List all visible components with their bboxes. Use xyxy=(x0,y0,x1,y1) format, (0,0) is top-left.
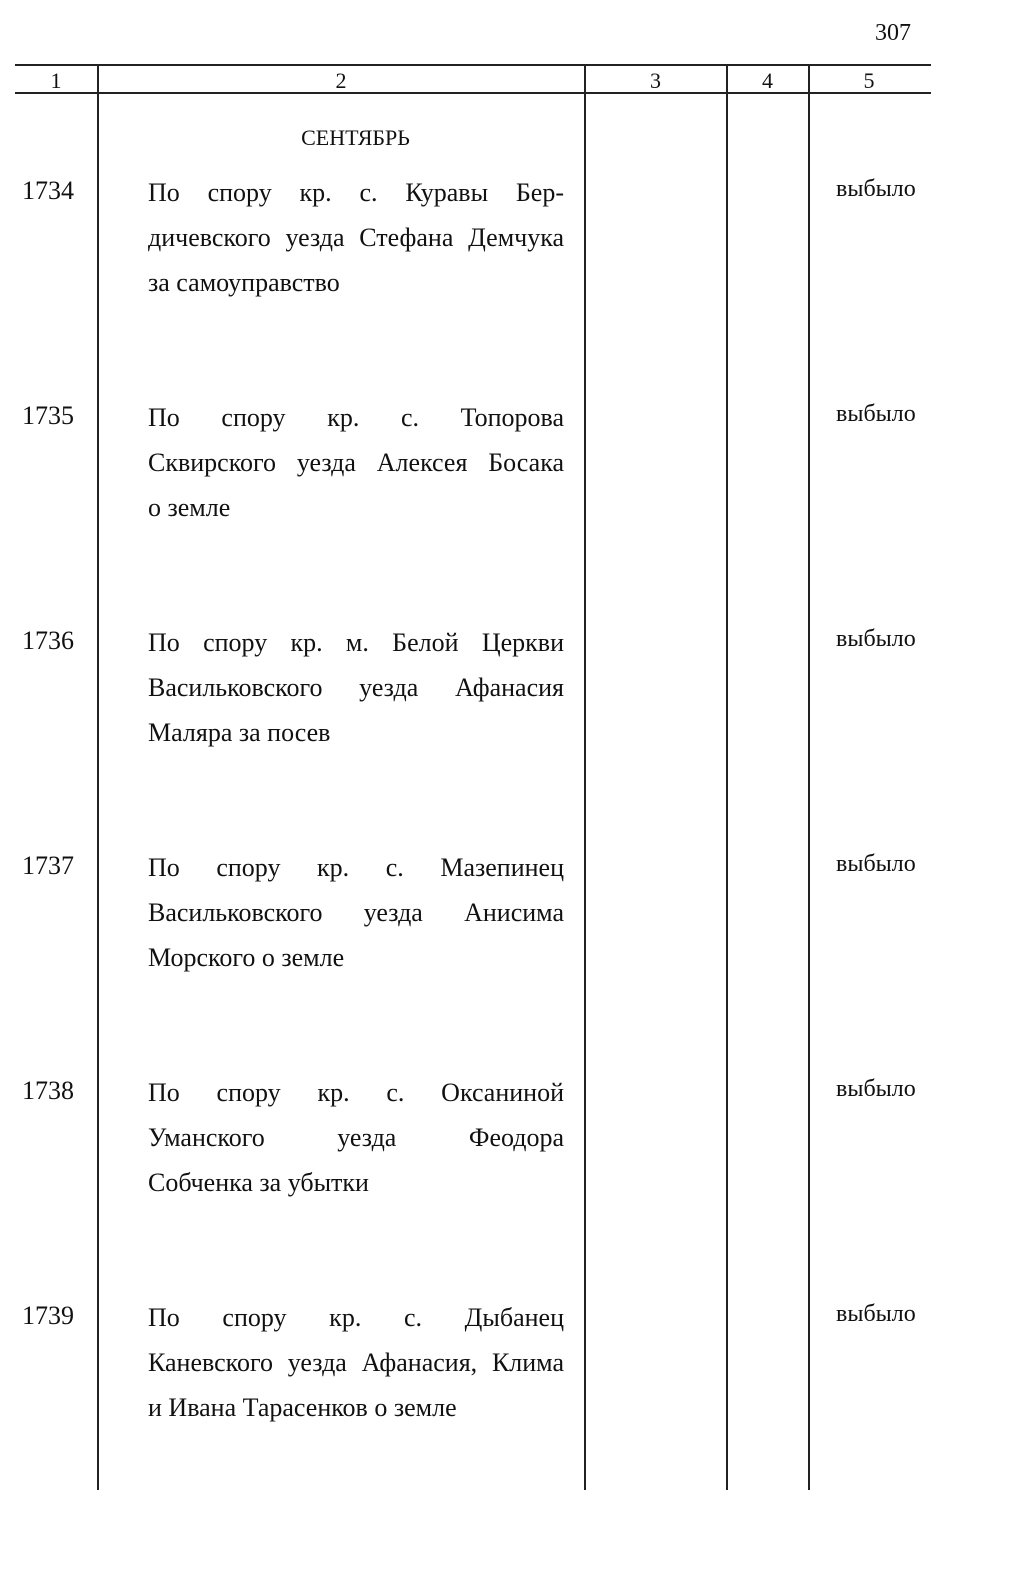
table-row xyxy=(0,1076,1024,1276)
column-header-3: 3 xyxy=(650,68,661,93)
entry-number: 1736 xyxy=(22,626,74,655)
description-line: и Ивана Тарасенков о земле xyxy=(148,1393,457,1422)
entry-number: 1739 xyxy=(22,1301,74,1330)
entry-status: выбыло xyxy=(836,1301,916,1327)
entry-number: 1734 xyxy=(22,176,74,205)
description-line: Васильковского уезда Афанасия xyxy=(148,673,564,702)
entry-description xyxy=(148,626,564,761)
description-line: Сквирского уезда Алексея Босака xyxy=(148,448,564,477)
table-row xyxy=(0,626,1024,826)
table-top-rule xyxy=(15,64,931,66)
entry-number: 1737 xyxy=(22,851,74,880)
description-line: Маляра за посев xyxy=(148,718,331,747)
column-header-5: 5 xyxy=(863,68,875,93)
column-header-1: 1 xyxy=(50,68,62,93)
description-line: По спору кр. с. Куравы Бер- xyxy=(148,178,564,207)
description-line: Уманского уезда Феодора xyxy=(148,1123,564,1152)
table-row xyxy=(0,176,1024,376)
entry-description xyxy=(148,176,564,311)
description-line: По спору кр. м. Белой Церкви xyxy=(148,628,564,657)
entry-description xyxy=(148,1076,564,1211)
description-line: По спору кр. с. Оксаниной xyxy=(148,1078,564,1107)
description-line: за самоуправство xyxy=(148,268,340,297)
description-line: Морского о земле xyxy=(148,943,345,972)
description-line: По спору кр. с. Дыбанец xyxy=(148,1303,564,1332)
description-line: Каневского уезда Афанасия, Клима xyxy=(148,1348,564,1377)
entry-description xyxy=(148,1301,564,1436)
entry-number: 1735 xyxy=(22,401,74,430)
entry-description xyxy=(148,851,564,986)
column-header-4: 4 xyxy=(762,68,773,93)
entry-status: выбыло xyxy=(836,176,916,202)
entry-status: выбыло xyxy=(836,851,916,877)
entry-number: 1738 xyxy=(22,1076,74,1105)
description-line: По спору кр. с. Топорова xyxy=(148,403,564,432)
entry-status: выбыло xyxy=(836,1076,916,1102)
description-line: о земле xyxy=(148,493,231,522)
entry-status: выбыло xyxy=(836,401,916,427)
entry-status: выбыло xyxy=(836,626,916,652)
column-header-2: 2 xyxy=(335,68,347,93)
table-row xyxy=(0,851,1024,1051)
month-heading: СЕНТЯБРЬ xyxy=(301,125,410,150)
description-line: Васильковского уезда Анисима xyxy=(148,898,564,927)
description-line: Собченка за убытки xyxy=(148,1168,369,1197)
description-line: По спору кр. с. Мазепинец xyxy=(148,853,564,882)
description-line: дичевского уезда Стефана Демчука xyxy=(148,223,564,252)
table-row xyxy=(0,401,1024,601)
entry-description xyxy=(148,401,564,536)
page-number: 307 xyxy=(875,20,911,46)
table-row xyxy=(0,1301,1024,1501)
